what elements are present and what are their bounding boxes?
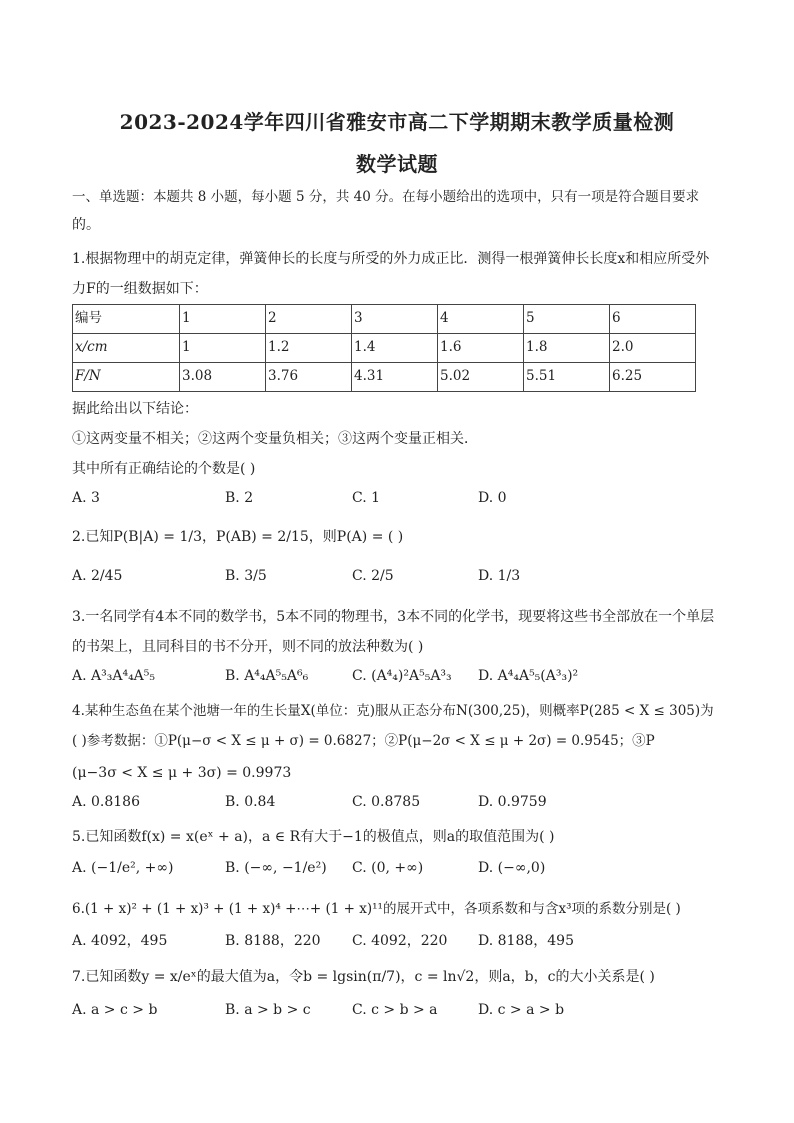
table-cell: 6	[610, 305, 696, 334]
q4-option-d[interactable]: D. 0.9759	[478, 794, 547, 810]
table-cell: 1	[180, 334, 266, 363]
table-cell: 编号	[73, 305, 180, 334]
exam-subtitle: 数学试题	[356, 152, 438, 176]
q7-option-c[interactable]: C. c > b > a	[352, 1002, 438, 1018]
q4-stem-line1: 4.某种生态鱼在某个池塘一年的生长量X(单位：克)服从正态分布N(300,25)，则概率P(285 < X ≤ 305)为	[72, 703, 714, 719]
q6-option-b[interactable]: B. 8188，220	[225, 933, 321, 949]
q2-option-c[interactable]: C. 2/5	[352, 568, 394, 584]
q5-option-d[interactable]: D. (−∞,0)	[478, 860, 546, 876]
q6-option-d[interactable]: D. 8188，495	[478, 933, 574, 949]
q1-option-d[interactable]: D. 0	[478, 490, 507, 506]
q1-stem-line2: 力F的一组数据如下：	[72, 281, 208, 297]
q4-option-b[interactable]: B. 0.84	[225, 794, 276, 810]
table-row	[73, 334, 696, 363]
table-cell: 1.8	[524, 334, 610, 363]
q1-option-a[interactable]: A. 3	[72, 490, 100, 506]
q4-options	[72, 794, 722, 816]
section-instructions-line1: 一、单选题：本题共 8 小题，每小题 5 分，共 40 分。在每小题给出的选项中，只有一项是符合题目要求	[72, 189, 700, 205]
q1-stem-line1: 1.根据物理中的胡克定律，弹簧伸长的长度与所受的外力成正比．测得一根弹簧伸长长度x和相应所受外	[72, 251, 710, 267]
q2-option-b[interactable]: B. 3/5	[225, 568, 267, 584]
table-row	[73, 363, 696, 392]
table-cell: 4.31	[352, 363, 438, 392]
q1-after-line1: 据此给出以下结论：	[72, 401, 198, 417]
q7-options	[72, 1002, 722, 1024]
table-cell: 5	[524, 305, 610, 334]
q3-option-b[interactable]: B. A⁴₄A⁵₅A⁶₆	[225, 668, 309, 684]
section-instructions-line2: 的。	[72, 217, 100, 233]
q3-option-a[interactable]: A. A³₃A⁴₄A⁵₅	[72, 668, 156, 684]
q7-option-d[interactable]: D. c > a > b	[478, 1002, 565, 1018]
table-cell: x/cm	[73, 334, 180, 363]
table-cell: 4	[438, 305, 524, 334]
table-cell: 2.0	[610, 334, 696, 363]
q1-data-table	[72, 304, 696, 392]
table-cell: 5.02	[438, 363, 524, 392]
table-cell: 5.51	[524, 363, 610, 392]
table-cell: 2	[266, 305, 352, 334]
q1-question: 其中所有正确结论的个数是( )	[72, 461, 256, 477]
q1-option-c[interactable]: C. 1	[352, 490, 381, 506]
q5-options	[72, 860, 722, 882]
q2-option-a[interactable]: A. 2/45	[72, 568, 123, 584]
table-cell: 6.25	[610, 363, 696, 392]
q5-option-c[interactable]: C. (0, +∞)	[352, 860, 424, 876]
q7-option-b[interactable]: B. a > b > c	[225, 1002, 311, 1018]
q3-options	[72, 668, 722, 690]
table-cell: F/N	[73, 363, 180, 392]
q6-option-c[interactable]: C. 4092，220	[352, 933, 448, 949]
table-cell: 1.6	[438, 334, 524, 363]
exam-title: 2023-2024学年四川省雅安市高二下学期期末教学质量检测	[119, 110, 675, 134]
q3-stem-line2: 的书架上，且同科目的书不分开，则不同的放法种数为( )	[72, 639, 424, 655]
q4-option-a[interactable]: A. 0.8186	[72, 794, 140, 810]
q2-stem: 2.已知P(B|A) = 1/3，P(AB) = 2/15，则P(A) = ( )	[72, 529, 404, 545]
table-cell: 1	[180, 305, 266, 334]
q5-option-b[interactable]: B. (−∞, −1/e²)	[225, 860, 327, 876]
q7-option-a[interactable]: A. a > c > b	[72, 1002, 158, 1018]
q6-stem: 6.(1 + x)² + (1 + x)³ + (1 + x)⁴ +⋯+ (1 + x)¹¹的展开式中，各项系数和与含x³项的系数分别是( )	[72, 901, 681, 917]
q4-option-c[interactable]: C. 0.8785	[352, 794, 421, 810]
q6-option-a[interactable]: A. 4092，495	[72, 933, 168, 949]
q5-stem: 5.已知函数f(x) = x(eˣ + a)，a ∈ R有大于−1的极值点，则a的取值范围为( )	[72, 829, 555, 845]
table-cell: 1.2	[266, 334, 352, 363]
q6-options	[72, 930, 722, 952]
q5-option-a[interactable]: A. (−1/e², +∞)	[72, 860, 174, 876]
q2-options	[72, 568, 722, 590]
table-cell: 1.4	[352, 334, 438, 363]
table-cell: 3	[352, 305, 438, 334]
q1-options	[72, 490, 722, 512]
q4-stem-line3: (μ−3σ < X ≤ μ + 3σ) = 0.9973	[72, 765, 292, 781]
q4-stem-line2: ( )参考数据：①P(μ−σ < X ≤ μ + σ) = 0.6827；②P(μ−2σ < X ≤ μ + 2σ) = 0.9545；③P	[72, 733, 655, 749]
q1-option-b[interactable]: B. 2	[225, 490, 254, 506]
q1-conclusions: ①这两变量不相关；②这两个变量负相关；③这两个变量正相关．	[72, 431, 478, 447]
table-cell: 3.76	[266, 363, 352, 392]
table-cell: 3.08	[180, 363, 266, 392]
table-row	[73, 305, 696, 334]
q3-option-c[interactable]: C. (A⁴₄)²A⁵₅A³₃	[352, 668, 452, 684]
q7-stem: 7.已知函数y = x/eˣ的最大值为a，令b = lgsin(π/7)，c = ln√2，则a，b，c的大小关系是( )	[72, 969, 655, 985]
q2-option-d[interactable]: D. 1/3	[478, 568, 521, 584]
q3-option-d[interactable]: D. A⁴₄A⁵₅(A³₃)²	[478, 668, 579, 684]
q3-stem-line1: 3.一名同学有4本不同的数学书，5本不同的物理书，3本不同的化学书，现要将这些书全部放在一个单层	[72, 609, 715, 625]
